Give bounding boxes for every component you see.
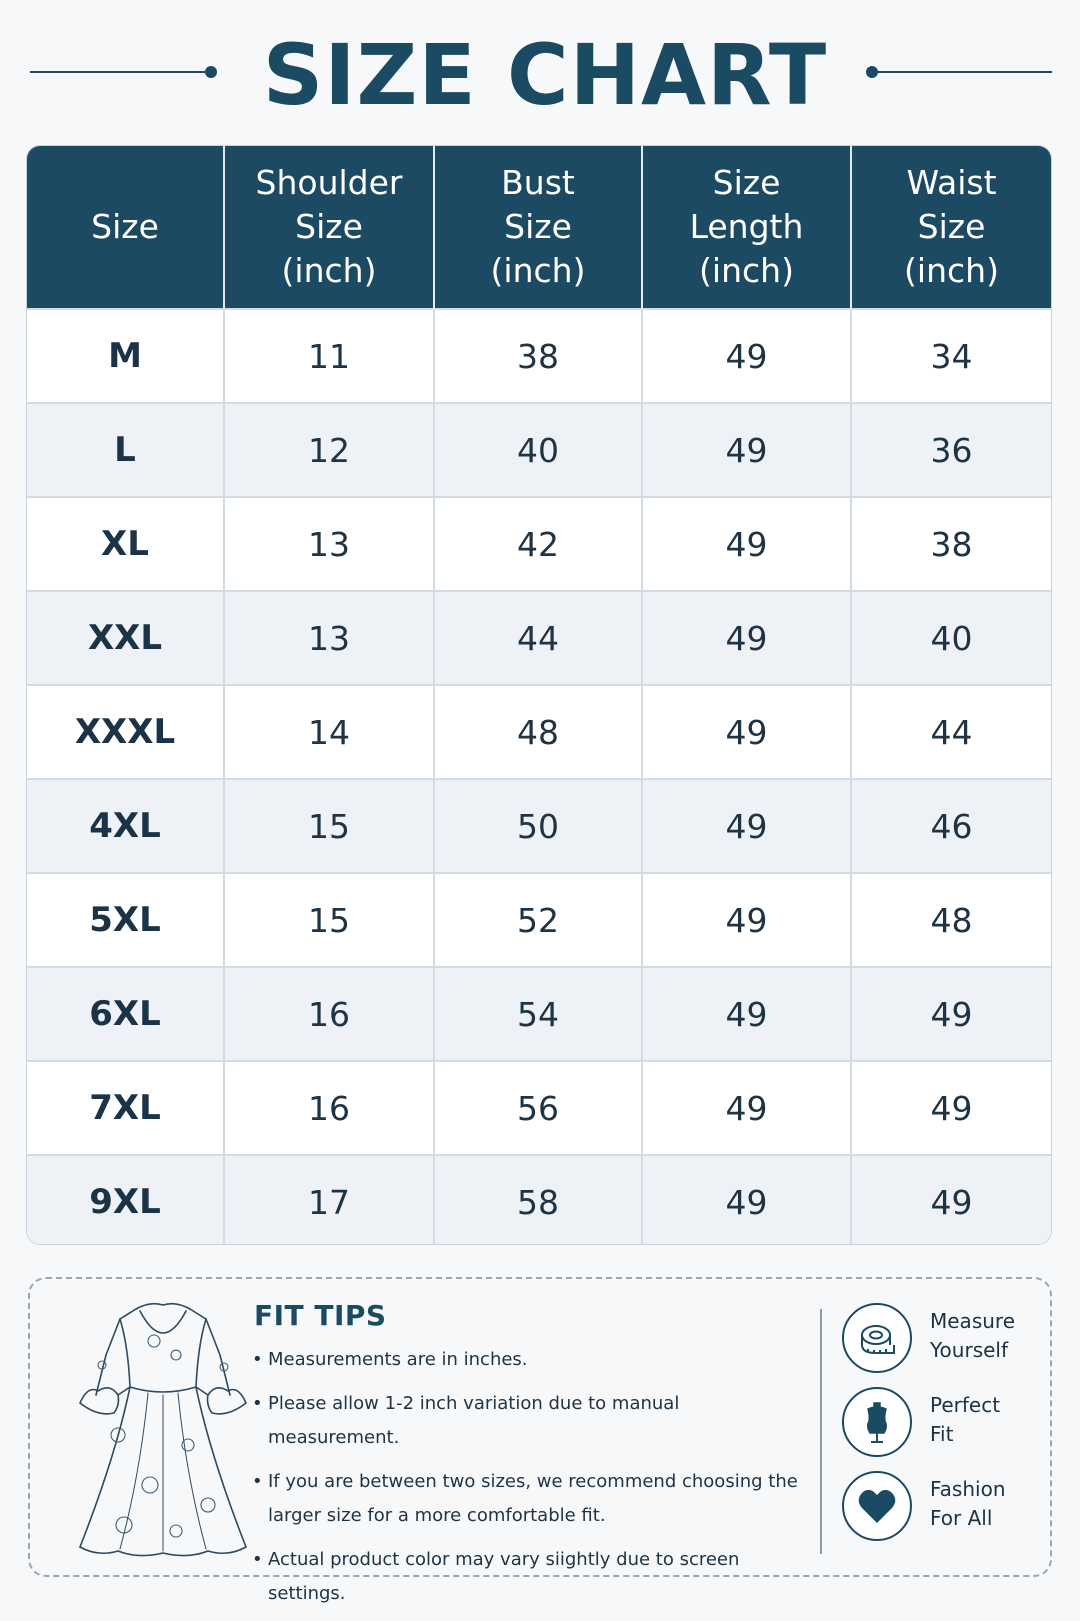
cell-bust: 48 bbox=[434, 685, 642, 779]
header-shoulder-line3: (inch) bbox=[281, 251, 377, 290]
cell-size: L bbox=[27, 403, 224, 497]
cell-length: 49 bbox=[642, 967, 851, 1061]
feature-label-line1: Measure bbox=[930, 1309, 1015, 1333]
header-length-line2: Length bbox=[689, 207, 804, 246]
table-row bbox=[27, 873, 1051, 967]
heart-icon bbox=[842, 1471, 912, 1541]
cell-length: 49 bbox=[642, 685, 851, 779]
cell-length: 49 bbox=[642, 309, 851, 403]
title-dot-left bbox=[205, 66, 217, 78]
cell-shoulder: 16 bbox=[224, 967, 434, 1061]
cell-waist: 38 bbox=[851, 497, 1051, 591]
cell-shoulder: 17 bbox=[224, 1155, 434, 1245]
cell-shoulder: 14 bbox=[224, 685, 434, 779]
measuring-tape-icon bbox=[842, 1303, 912, 1373]
fit-tip-item: • Actual product color may vary siightly due to screen settings. bbox=[252, 1543, 812, 1611]
cell-shoulder: 16 bbox=[224, 1061, 434, 1155]
header-waist-line1: Waist bbox=[906, 163, 997, 202]
size-table-container bbox=[26, 145, 1052, 1245]
cell-size: 6XL bbox=[27, 967, 224, 1061]
cell-waist: 49 bbox=[851, 1155, 1051, 1245]
cell-waist: 48 bbox=[851, 873, 1051, 967]
feature-label-line2: Fit bbox=[930, 1422, 954, 1446]
cell-bust: 52 bbox=[434, 873, 642, 967]
cell-waist: 36 bbox=[851, 403, 1051, 497]
fit-tip-item: • Please allow 1-2 inch variation due to manual measurement. bbox=[252, 1387, 812, 1455]
fit-tips-panel bbox=[28, 1277, 1052, 1604]
cell-size: 4XL bbox=[27, 779, 224, 873]
fit-tips-list bbox=[252, 1343, 812, 1621]
cell-length: 49 bbox=[642, 1061, 851, 1155]
feature-fashion-for-all bbox=[842, 1471, 1042, 1551]
dress-form-icon bbox=[842, 1387, 912, 1457]
cell-shoulder: 15 bbox=[224, 873, 434, 967]
feature-label-line2: Yourself bbox=[930, 1338, 1009, 1362]
cell-bust: 44 bbox=[434, 591, 642, 685]
cell-waist: 49 bbox=[851, 1061, 1051, 1155]
header-shoulder bbox=[224, 146, 434, 309]
table-row bbox=[27, 779, 1051, 873]
feature-label-line1: Fashion bbox=[930, 1477, 1006, 1501]
cell-bust: 58 bbox=[434, 1155, 642, 1245]
header-shoulder-line1: Shoulder bbox=[255, 163, 403, 202]
page-title: SIZE CHART bbox=[262, 26, 828, 124]
title-rule-left bbox=[30, 71, 208, 73]
header-length bbox=[642, 146, 851, 309]
table-row bbox=[27, 1061, 1051, 1155]
cell-waist: 34 bbox=[851, 309, 1051, 403]
cell-size: 5XL bbox=[27, 873, 224, 967]
cell-size: 7XL bbox=[27, 1061, 224, 1155]
tips-divider bbox=[820, 1309, 822, 1554]
header-bust bbox=[434, 146, 642, 309]
cell-size: XXL bbox=[27, 591, 224, 685]
cell-bust: 42 bbox=[434, 497, 642, 591]
table-row bbox=[27, 309, 1051, 403]
fit-tip-item: • Measurements are in inches. bbox=[252, 1343, 812, 1377]
cell-shoulder: 13 bbox=[224, 591, 434, 685]
table-row bbox=[27, 591, 1051, 685]
cell-bust: 54 bbox=[434, 967, 642, 1061]
header-shoulder-line2: Size bbox=[295, 207, 363, 246]
feature-label bbox=[930, 1475, 1040, 1533]
dress-illustration bbox=[58, 1295, 268, 1570]
feature-label-line2: For All bbox=[930, 1506, 993, 1530]
header-waist-line2: Size bbox=[917, 207, 986, 246]
cell-shoulder: 11 bbox=[224, 309, 434, 403]
title-row bbox=[0, 20, 1080, 130]
cell-waist: 44 bbox=[851, 685, 1051, 779]
table-row bbox=[27, 403, 1051, 497]
cell-length: 49 bbox=[642, 591, 851, 685]
header-length-line3: (inch) bbox=[699, 251, 794, 290]
table-row bbox=[27, 1155, 1051, 1245]
feature-label bbox=[930, 1391, 1040, 1449]
cell-shoulder: 13 bbox=[224, 497, 434, 591]
cell-waist: 49 bbox=[851, 967, 1051, 1061]
feature-measure-yourself bbox=[842, 1303, 1042, 1383]
header-size-label: Size bbox=[91, 207, 159, 246]
cell-shoulder: 15 bbox=[224, 779, 434, 873]
table-header-row bbox=[27, 146, 1051, 309]
size-table bbox=[27, 146, 1051, 1245]
feature-label-line1: Perfect bbox=[930, 1393, 1001, 1417]
header-length-line1: Size bbox=[712, 163, 781, 202]
cell-waist: 40 bbox=[851, 591, 1051, 685]
cell-length: 49 bbox=[642, 403, 851, 497]
cell-size: 9XL bbox=[27, 1155, 224, 1245]
header-waist-line3: (inch) bbox=[904, 251, 999, 290]
title-rule-right bbox=[872, 71, 1052, 73]
cell-size: M bbox=[27, 309, 224, 403]
table-row bbox=[27, 497, 1051, 591]
cell-bust: 38 bbox=[434, 309, 642, 403]
cell-waist: 46 bbox=[851, 779, 1051, 873]
header-bust-line1: Bust bbox=[501, 163, 575, 202]
header-bust-line2: Size bbox=[504, 207, 572, 246]
header-size bbox=[27, 146, 224, 309]
feature-label bbox=[930, 1307, 1040, 1365]
cell-length: 49 bbox=[642, 873, 851, 967]
cell-bust: 40 bbox=[434, 403, 642, 497]
cell-length: 49 bbox=[642, 1155, 851, 1245]
fit-tip-item: • If you are between two sizes, we recommend choosing the larger size for a more comfortable fit. bbox=[252, 1465, 812, 1533]
cell-shoulder: 12 bbox=[224, 403, 434, 497]
cell-size: XXXL bbox=[27, 685, 224, 779]
header-waist bbox=[851, 146, 1051, 309]
cell-size: XL bbox=[27, 497, 224, 591]
cell-bust: 50 bbox=[434, 779, 642, 873]
table-row bbox=[27, 685, 1051, 779]
fit-tips-title: FIT TIPS bbox=[254, 1299, 387, 1332]
cell-length: 49 bbox=[642, 779, 851, 873]
table-row bbox=[27, 967, 1051, 1061]
feature-perfect-fit bbox=[842, 1387, 1042, 1467]
cell-length: 49 bbox=[642, 497, 851, 591]
cell-bust: 56 bbox=[434, 1061, 642, 1155]
header-bust-line3: (inch) bbox=[490, 251, 586, 290]
